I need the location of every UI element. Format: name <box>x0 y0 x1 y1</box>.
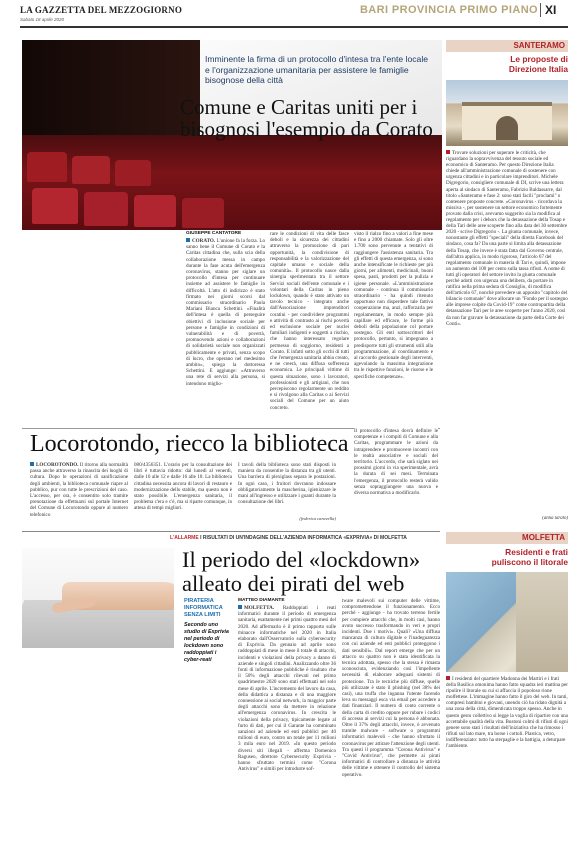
molfetta-coast <box>516 572 568 672</box>
cinema-seat <box>115 160 151 186</box>
molfetta-photo <box>446 572 568 672</box>
bullet-icon <box>446 676 450 680</box>
lead-column-2 <box>270 231 349 426</box>
loco-column-1 <box>30 462 128 520</box>
loco-column-2-text: 080/4356351. L'orario per la consultazione dei libri è tuttavia ridotto: dal lunedì al venerdì, dalle 10 alle 12 e dalle 16 alle 18. La biblioteca cittadina necessita ancora di lavori di restauro e modernizzazione dello stabile, ma questo non è stato possibile. L'emergenza sanitaria, il problema c'era e c'è, ma si riparte comunque, in attesa di tempi migliori. <box>134 462 232 512</box>
lockdown-headline: Il periodo del «lockdown» alleato dei pirati del web <box>182 547 421 596</box>
bullet-icon <box>446 150 450 154</box>
lockdown-top-rule <box>22 531 440 532</box>
lead-column-1-text: L'unione fa la forza. Lo sanno bene il Comune di Corato e la Caritas cittadina che, sulla scia della collaborazione messa in campo durante la fase acuta dell'emergenza coronavirus, stanno per siglare un protocollo d'intesa per continuare insieme ad assistere le famiglie in difficoltà. L'atto di indirizzo è stato firmato nei giorni scorsi dal commissario straordinario Paola Mariani Bianca Schettini. «Finalità dell'intesa è quella di perseguire obiettivi di inclusione sociale per persone e famiglie in condizioni di vulnerabilità e di povertà, promuovendo azioni e collaborazioni di solidarietà sociale non organizzati pubblicamente e privati, senza scopo di lucro, che operano nel medesimo ambito», spiega la dottoressa Schettini. E aggiunge: «Attraverso una rete di servizi alla persona, si intendono miglio- <box>186 238 265 387</box>
lead-column-4-text: Il protocollo d'intesa dovrà definire le competenze e i compiti di Comune e alla Caritas, programmare le azioni da intraprendere e promuovere incontri con le realtà associative e sociali del territorio. L'accordo, che sarà siglato nei prossimi giorni in via sperimentale, avrà la durata di sei mesi. Terminata l'emergenza, il protocollo resterà valido senza sopraggiungere una nuova e diversa normativa a modificarlo. <box>354 428 438 497</box>
molfetta-town-label: MOLFETTA <box>446 532 568 544</box>
lockdown-bar-text: I RISULTATI DI UN'INDAGINE DELL'AZIENDA INFORMATICA «EXPRIVIA» DI MOLFETTA <box>200 535 407 541</box>
bullet-icon <box>30 462 34 466</box>
lockdown-column-1-text: Raddoppiati i reati informatici durante il periodo di emergenza sanitaria, esattamente nei primi quattro mesi del 2020. Ad affermarlo è il primo rapporto sulle minacce informatiche nel 2020 in Italia elaborato dall'Osservatorio sulla cybersecurity di Exprivia. Da gennaio ad aprile sono raddoppiati di mese in mese il totale di attacchi, incidenti e violazioni della privacy a danno di aziende e singoli cittadini. Analizzando oltre 36 fonti di informazione pubbliche è risultato che il 50% degli attacchi rilevati nel primo quadrimestre 2020 sono stati effettuati nel solo mese di aprile. L'incremento del lavoro da casa, della didattica a distanza e di una maggiore connessione ai social network, la maggior parte degli attacchi sono da mettere in relazione all'emergenza coronavirus. In crescita le violazioni della privacy, tipicamente legate al furto di dati, per cui il Garante ha comminato sanzioni ad aziende ed enti pubblici per 40 milioni di euro, contro un totale per 11 milioni 3 mila euro nel 2019. «In questo periodo diversi siti illegali - afferma Domenico Raguseo, direttore Cybersecurity Exprivia - hanno sfruttato termini come "Corona Antivirus" e simili per introdurre sof- <box>238 605 336 773</box>
loco-place: LOCOROTONDO. <box>36 462 79 468</box>
loco-signature: (federica caravella) <box>299 516 336 521</box>
loco-column-2 <box>134 462 232 520</box>
lead-column-2-text: rare le condizioni di vita delle fasce deboli e la sicurezza dei cittadini attraverso la promozione di pari opportunità, la condivisione di responsabilità e la valorizzazione del capitale umano e sociale della comunità». Il protocollo nasce dalla sinergia sperimentata tra il settore Servizi sociali dell'ente comunale e i volontari della Caritas in pieno lockdown, quando è stato attivato un tavolo tecnico - integrato anche dall'Associazione imprenditori coratini - per condividere programmi e attività di contrasto ai rischi povertà ed esclusione sociale per nuclei familiari indigenti e soggetti a rischio, che hanno interessato regolare permesso di soggiorno, residenti a Corato. E infatti sotto gli occhi di tutti che l'emergenza sanitaria abbia creato, e ne creerà, una diffusa sofferenza economica. Le principali vittime di questa situazione, sono i lavoratori, professionisti e gli artigiani, che non percepiscono regolarmente un reddito e si rivolgono alla Caritas o ai Servizi sociali del Comune per un aiuto concreto. <box>270 231 349 411</box>
cinema-seat <box>32 188 78 224</box>
cinema-seat <box>27 152 67 182</box>
lockdown-author: MATTEO DIAMANTE <box>238 598 285 603</box>
molfetta-body <box>446 676 568 832</box>
lead-column-3-text: visto il rialzo fino a valori a fine mese e fino a 2000 chiamate. Solo gli oltre 1.700 sono pervenute a tentativi di raggiungere l'assistenza sanitaria. Tra gli effetti di questa emergenza, si sono anche intensificate le richieste per più giorni, per alimenti, medicinali, buoni spesa, pasti, prodotti per la pulizia e igiene personale. «L'amministrazione comunale - continua il commissario straordinario - ha quindi ritenuto opportuno non disperdere tale fattiva cooperazione ma, anzi, rafforzarla per regolamentare, in modo sempre più capillare ed efficace, le forme più deboli della popolazione col portare sostegno. Gli enti sottoscrittori del protocollo, pertanto, si impegnano a predisporre tutti gli strumenti utili alla programmazione, al coordinamento e al raccordo gestionale degli interventi, agevolando la massima integrazione tra le rispettive funzioni, le risorse e le specifiche competenze». <box>354 231 433 380</box>
cinema-seat <box>72 156 110 184</box>
lockdown-place: MOLFETTA. <box>244 605 275 611</box>
santeramo-title: Le proposte di Direzione Italia <box>508 54 568 74</box>
santeramo-photo <box>446 80 568 146</box>
lockdown-column-2-text: tware malevoli sui computer delle vittime, compromettendone il funzionamento. Ecco perché - aggiunge - ha trovato terreno fertile per compiere attacchi che, in molti casi, hanno avuto successo trasformando in veri e propri incidenti. Due i motivi». Quali? «Una diffusa mancanza di cultura digitale e l'inadeguatezza con cui aziende ed enti pubblici proteggono i dati sensibili». Dal report emerge che per un attacco su quattro non è stata identificata la tecnica adottata, spesso che la stessa è rimasta sconosciuta, evidenziando così l'impellente necessità di elaborare adeguati sistemi di protezione. Tra le tecniche più diffuse, quelle più utilizzate è stato il phishing (nel 38% dei casi), una truffa che inganna l'utente facendo leva su messaggi esca via email per accedere a dati finanziari. Il numero di conto corrente o della carta di credito oppure per rubare i codici di accesso ai servizi cui la persona è abbonata. Oltre il 37% degli attacchi, invece, è avvenuto tramite malware - software o programmi informatici malevoli - che hanno sfruttato il coronavirus per attirare l'attenzione degli utenti. Tra questi il programma "Corona Antivirus" e "Covid Antivirus", che permette ai pirati informatici di controllare a distanza le attività delle vittime e ottenere il controllo del sistema operativo. <box>342 598 440 778</box>
lockdown-bar-label: L'ALLARME <box>170 535 199 541</box>
cinema-seat <box>134 195 176 227</box>
loco-column-3-text: I tavoli della biblioteca sono stati disposti in maniera da consentire la distanza tra gli utenti. Una barriera di plexiglass separa le postazioni. In ogni caso, i fruitori dovranno indossare obbligatoriamente la mascherina, igienizzare le mani all'ingresso e utilizzare i guanti durante la consultazione dei libri. <box>238 462 336 506</box>
cinema-seat <box>182 198 224 228</box>
lead-author: GIUSEPPE CANTATORE <box>186 231 242 236</box>
lead-column-1 <box>186 238 265 426</box>
lead-place: CORATO. <box>192 238 216 244</box>
lead-headline: Comune e Caritas uniti per i bisognosi l'esempio da Corato <box>180 95 433 141</box>
loco-column-1-text: Il ritorno alla normalità passa anche attraverso la rinascita dei luoghi di cultura. Dopo le operazioni di sanificazione degli ambienti, la biblioteca comunale riapre al pubblico, pur con tutte le prescrizioni del caso. L'accesso, per ora, è consentito solo tramite prenotazione da effettuarsi sul portale Internet del Comune di Locorotondo oppure al numero telefonico <box>30 462 128 518</box>
santeramo-box <box>446 40 568 528</box>
masthead-page-number: XI <box>540 3 568 17</box>
lead-kicker: Imminente la firma di un protocollo d'intesa tra l'ente locale e l'organizzazione umanitaria per assistere le famiglie bisognose della città <box>205 54 429 85</box>
masthead <box>0 0 580 44</box>
lockdown-sidebar <box>184 598 231 718</box>
santeramo-town-label: SANTERAMO <box>446 40 568 52</box>
masthead-date: Sabato 18 aprile 2020 <box>20 17 65 22</box>
lead-column-4b <box>354 428 438 528</box>
bullet-icon <box>186 238 190 242</box>
masthead-paper-name: LA GAZZETTA DEL MEZZOGIORNO <box>20 5 183 15</box>
lead-column-3 <box>354 231 433 426</box>
molfetta-title: Residenti e frati puliscono il litorale <box>491 547 568 567</box>
keyboard-photo <box>22 548 174 648</box>
lockdown-column-1 <box>238 605 336 835</box>
lockdown-column-2 <box>342 598 440 835</box>
lockdown-bar <box>170 535 440 542</box>
santeramo-arch <box>496 116 518 140</box>
molfetta-text: I residenti del quartiere Madonna dei Martiri e i frati della Basilica omonima hanno fatto squadra ieri mattina per ripulire il litorale su cui si affaccia il popoloso rione molfettese. L'immagine hanno fatto il giro del web. In tanti, compresi bambini e giovani, unendo ciò ha ridato dignità a una zona della città, dimenticata troppo spesso. Anche in questo gesto collettivo si legge la voglia di ripartire con una accettabile qualità della vita. Bustoni colmi di rifiuti di ogni genere sono stati i risultati dell'iniziativa che ha rimosso i rifiuti sul lato mare, tra borse i cottoli. Plastica, vetro, indifferenziato: tutto ha sterpaglie e la battigia, a deturpare l'ambiente. <box>446 676 568 750</box>
santeramo-signature: (anna larato) <box>542 516 568 521</box>
cinema-seat <box>84 192 128 226</box>
lockdown-sidebar-text: Secondo uno studio di Exprivia nel periodo di lockdown sono raddoppiati i cyber-reati <box>184 622 229 663</box>
cinema-wall <box>22 40 200 148</box>
bullet-icon <box>238 605 242 609</box>
lockdown-sidebar-head: PIRATERIA INFORMATICA SENZA LIMITI <box>184 598 223 618</box>
masthead-section: BARI PROVINCIA PRIMO PIANO <box>359 4 538 16</box>
santeramo-text: Trovare soluzioni per superare le criticità, che riguardano la sopravvivenza del tessuto sociale ed economico di Santeramo. Per questo Direzione Italia chiede all'amministrazione comunale di sostenere con urgenza cittadini e in particolare imprenditori. Michele Digregorio, consigliere comunale di DI, scrive una lettera aperta al sindaco di Santeramo, Fabrizio Baldassarre, dal titolo «Santeramo e fase 2: sono stati facili "proclami" o contenere proposte concrete. «Coronavirus - ricordava la missiva -, per sostenere un settore economico fortemente provato dalla crisi, avevamo suggerito sia la modifica al regolamento per i dehors che la detassazione della Tosap e della Tari delle aree scoperte fino alla data del 30 settembre 2020 - scrive Digregorio -. La giunta comunale, invece, nonostante gli effetti "speciali" della diretta Facebook del sindaco, cosa fa? Da una parte si limita alla detassazione della Tosap, che invece è stata fatta dal Governo centrale, dall'altra applica, in modo rigoroso, l'articolo 67 del regolamento comunale in materia di Tari e, quindi, impone un aumento del 100 per cento sulla tassa rifiuti. A nome di tutti gli operatori del settore invito la giunta comunale perché adotti con urgenza una delibera, da portare in ratifica nella prima seduta di Consiglio, di modifica dell'articolo 67, nonché prevedere un apposito "capitolo del bilancio comunale" dove allocare un "Fondo per il sostegno alle imprese colpite da Covid-19" come contropartita della detassazione Tari per le aree scoperte per l'anno 2020, così da non far gravare la detassazione da parte della Corte dei Conti». <box>446 150 568 327</box>
loco-headline: Locorotondo, riecco la biblioteca <box>30 431 349 457</box>
molfetta-box <box>446 532 568 832</box>
loco-column-3 <box>238 462 336 514</box>
santeramo-body <box>446 150 568 516</box>
masthead-rule <box>20 26 568 28</box>
